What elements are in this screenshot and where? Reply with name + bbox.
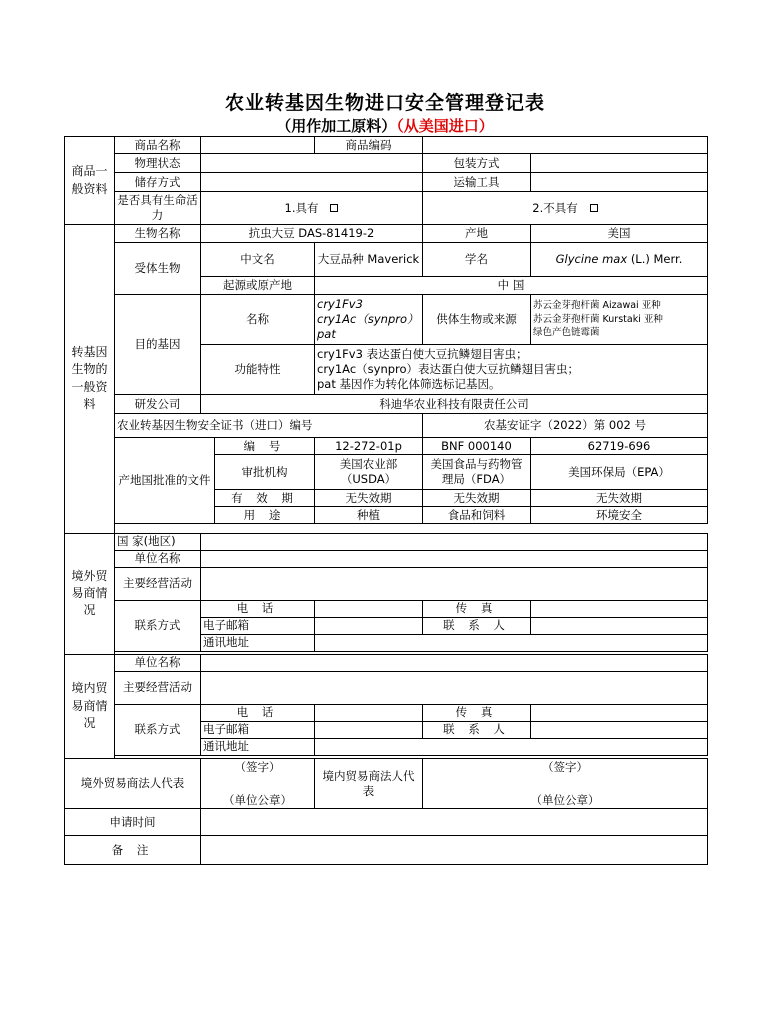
- foreign-email-value[interactable]: [315, 617, 423, 634]
- domestic-rep-label: 境内贸易商法人代表: [315, 759, 423, 809]
- function-line: pat 基因作为转化体筛选标记基因。: [317, 376, 501, 391]
- function-line: cry1Ac（synpro）表达蛋白使大豆抗鳞翅目害虫；: [317, 362, 580, 377]
- subtitle-main: （用作加工原料）: [276, 117, 397, 135]
- product-name-value[interactable]: [201, 137, 315, 154]
- foreign-rep-sign-area[interactable]: [201, 759, 315, 809]
- country-value[interactable]: [201, 533, 708, 550]
- remarks-label: 备 注: [65, 836, 201, 865]
- validity: 无失效期: [531, 490, 708, 507]
- donor-label: 供体生物或来源: [423, 295, 531, 345]
- apply-time-value[interactable]: [201, 809, 708, 836]
- storage-label: 储存方式: [115, 173, 201, 192]
- donor-line: 苏云金芽孢杆菌 Kurstaki 亚种: [533, 313, 663, 325]
- sci-name-value: [531, 243, 708, 277]
- function-cell: [315, 345, 708, 395]
- section3-category: 境外贸易商情况: [65, 533, 115, 654]
- domestic-fax-label: 传 真: [423, 704, 531, 721]
- sci-name-author: (L.) Merr.: [630, 252, 683, 267]
- domestic-address-label: 通讯地址: [201, 738, 315, 755]
- organism-name-value: 抗虫大豆 DAS-81419-2: [201, 225, 423, 243]
- domestic-sign-label: （签字）: [542, 759, 588, 774]
- section1-category: 商品一般资料: [65, 137, 115, 225]
- authority: 美国农业部（USDA）: [315, 455, 423, 490]
- donor-line: 苏云金芽孢杆菌 Aizawai 亚种: [533, 299, 661, 311]
- recipient-label: 受体生物: [115, 243, 201, 295]
- approval-number: BNF 000140: [423, 438, 531, 455]
- domestic-email-value[interactable]: [315, 721, 423, 738]
- foreign-email-label: 电子邮箱: [201, 617, 315, 634]
- source-value: 中 国: [315, 277, 708, 295]
- foreign-phone-label: 电 话: [201, 600, 315, 617]
- domestic-seal-label: （单位公章）: [530, 792, 600, 807]
- certificate-label: 农业转基因生物安全证书（进口）编号: [115, 414, 423, 438]
- foreign-fax-value[interactable]: [531, 600, 708, 617]
- subtitle-note: （从美国进口）: [396, 117, 494, 135]
- validity: 无失效期: [423, 490, 531, 507]
- gene-name: pat: [317, 326, 336, 341]
- viability-option-no[interactable]: [423, 192, 708, 225]
- approval-number: 12-272-01p: [315, 438, 423, 455]
- chinese-name-label: 中文名: [201, 243, 315, 277]
- foreign-phone-value[interactable]: [315, 600, 423, 617]
- domestic-contact-label: 联系方式: [115, 704, 201, 755]
- viability-label: 是否具有生命活力: [115, 192, 201, 225]
- origin-value: 美国: [531, 225, 708, 243]
- viability-option-yes[interactable]: [201, 192, 423, 225]
- domestic-contact-person-label: 联 系 人: [423, 721, 531, 738]
- foreign-seal-label: （单位公章）: [223, 792, 292, 807]
- product-code-label: 商品编码: [315, 137, 423, 154]
- foreign-unit-name-label: 单位名称: [115, 550, 201, 567]
- option-no-label: 2.不具有: [532, 200, 578, 215]
- domestic-fax-value[interactable]: [531, 704, 708, 721]
- domestic-main-business-label: 主要经营活动: [115, 671, 201, 704]
- foreign-fax-label: 传 真: [423, 600, 531, 617]
- donor-line: 绿色产色链霉菌: [533, 327, 600, 339]
- registration-form-table: [64, 136, 708, 865]
- domestic-contact-person-value[interactable]: [531, 721, 708, 738]
- function-line: cry1Fv3 表达蛋白使大豆抗鳞翅目害虫；: [317, 347, 528, 362]
- gene-names-cell: [315, 295, 423, 345]
- foreign-sign-label: （签字）: [234, 759, 281, 774]
- sci-name-label: 学名: [423, 243, 531, 277]
- domestic-email-label: 电子邮箱: [201, 721, 315, 738]
- use: 食品和饲料: [423, 507, 531, 524]
- form-subtitle: [0, 115, 770, 136]
- developer-label: 研发公司: [115, 395, 201, 414]
- function-label: 功能特性: [201, 345, 315, 395]
- foreign-contact-person-value[interactable]: [531, 617, 708, 634]
- checkbox-yes-icon[interactable]: [330, 204, 338, 212]
- sci-name-genus: Glycine max: [555, 252, 628, 267]
- organism-name-label: 生物名称: [115, 225, 201, 243]
- use: 种植: [315, 507, 423, 524]
- domestic-unit-name-value[interactable]: [201, 654, 708, 671]
- country-label: 国 家(地区): [115, 533, 201, 550]
- domestic-main-business-value[interactable]: [201, 671, 708, 704]
- domestic-unit-name-label: 单位名称: [115, 654, 201, 671]
- transport-label: 运输工具: [423, 173, 531, 192]
- physical-state-value[interactable]: [201, 154, 423, 173]
- approval-number: 62719-696: [531, 438, 708, 455]
- foreign-main-business-value[interactable]: [201, 567, 708, 600]
- transport-value[interactable]: [531, 173, 708, 192]
- donor-cell: [531, 295, 708, 345]
- foreign-contact-person-label: 联 系 人: [423, 617, 531, 634]
- validity-label: 有 效 期: [215, 490, 315, 507]
- apply-time-label: 申请时间: [65, 809, 201, 836]
- foreign-rep-label: 境外贸易商法人代表: [65, 759, 201, 809]
- gene-name: cry1Ac（synpro）: [317, 312, 419, 327]
- authority: 美国环保局（EPA）: [531, 455, 708, 490]
- section2-category: 转基因生物的一般资料: [65, 225, 115, 534]
- gene-name: cry1Fv3: [317, 297, 363, 312]
- target-gene-label: 目的基因: [115, 295, 201, 395]
- option-yes-label: 1.具有: [284, 200, 319, 215]
- gene-name-label: 名称: [201, 295, 315, 345]
- use-label: 用 途: [215, 507, 315, 524]
- remarks-value[interactable]: [201, 836, 708, 865]
- authority: 美国食品与药物管理局（FDA）: [423, 455, 531, 490]
- product-name-label: 商品名称: [115, 137, 201, 154]
- foreign-contact-label: 联系方式: [115, 600, 201, 651]
- origin-label: 产地: [423, 225, 531, 243]
- foreign-unit-name-value[interactable]: [201, 550, 708, 567]
- authority-label: 审批机构: [215, 455, 315, 490]
- domestic-phone-value[interactable]: [315, 704, 423, 721]
- source-label: 起源或原产地: [201, 277, 315, 295]
- domestic-phone-label: 电 话: [201, 704, 315, 721]
- foreign-address-label: 通讯地址: [201, 634, 315, 651]
- foreign-main-business-label: 主要经营活动: [115, 567, 201, 600]
- checkbox-no-icon[interactable]: [590, 204, 598, 212]
- approval-docs-label: 产地国批准的文件: [115, 438, 215, 524]
- chinese-name-value: 大豆品种 Maverick: [315, 243, 423, 277]
- physical-state-label: 物理状态: [115, 154, 201, 173]
- storage-value[interactable]: [201, 173, 423, 192]
- product-code-value[interactable]: [423, 137, 708, 154]
- number-label: 编 号: [215, 438, 315, 455]
- use: 环境安全: [531, 507, 708, 524]
- validity: 无失效期: [315, 490, 423, 507]
- domestic-address-value[interactable]: [315, 738, 708, 755]
- packaging-label: 包装方式: [423, 154, 531, 173]
- foreign-address-value[interactable]: [315, 634, 708, 651]
- certificate-value: 农基安证字（2022）第 002 号: [423, 414, 708, 438]
- section4-category: 境内贸易商情况: [65, 654, 115, 758]
- form-title: 农业转基因生物进口安全管理登记表: [224, 92, 545, 114]
- domestic-rep-sign-area[interactable]: [423, 759, 708, 809]
- developer-value: 科迪华农业科技有限责任公司: [201, 395, 708, 414]
- packaging-value[interactable]: [531, 154, 708, 173]
